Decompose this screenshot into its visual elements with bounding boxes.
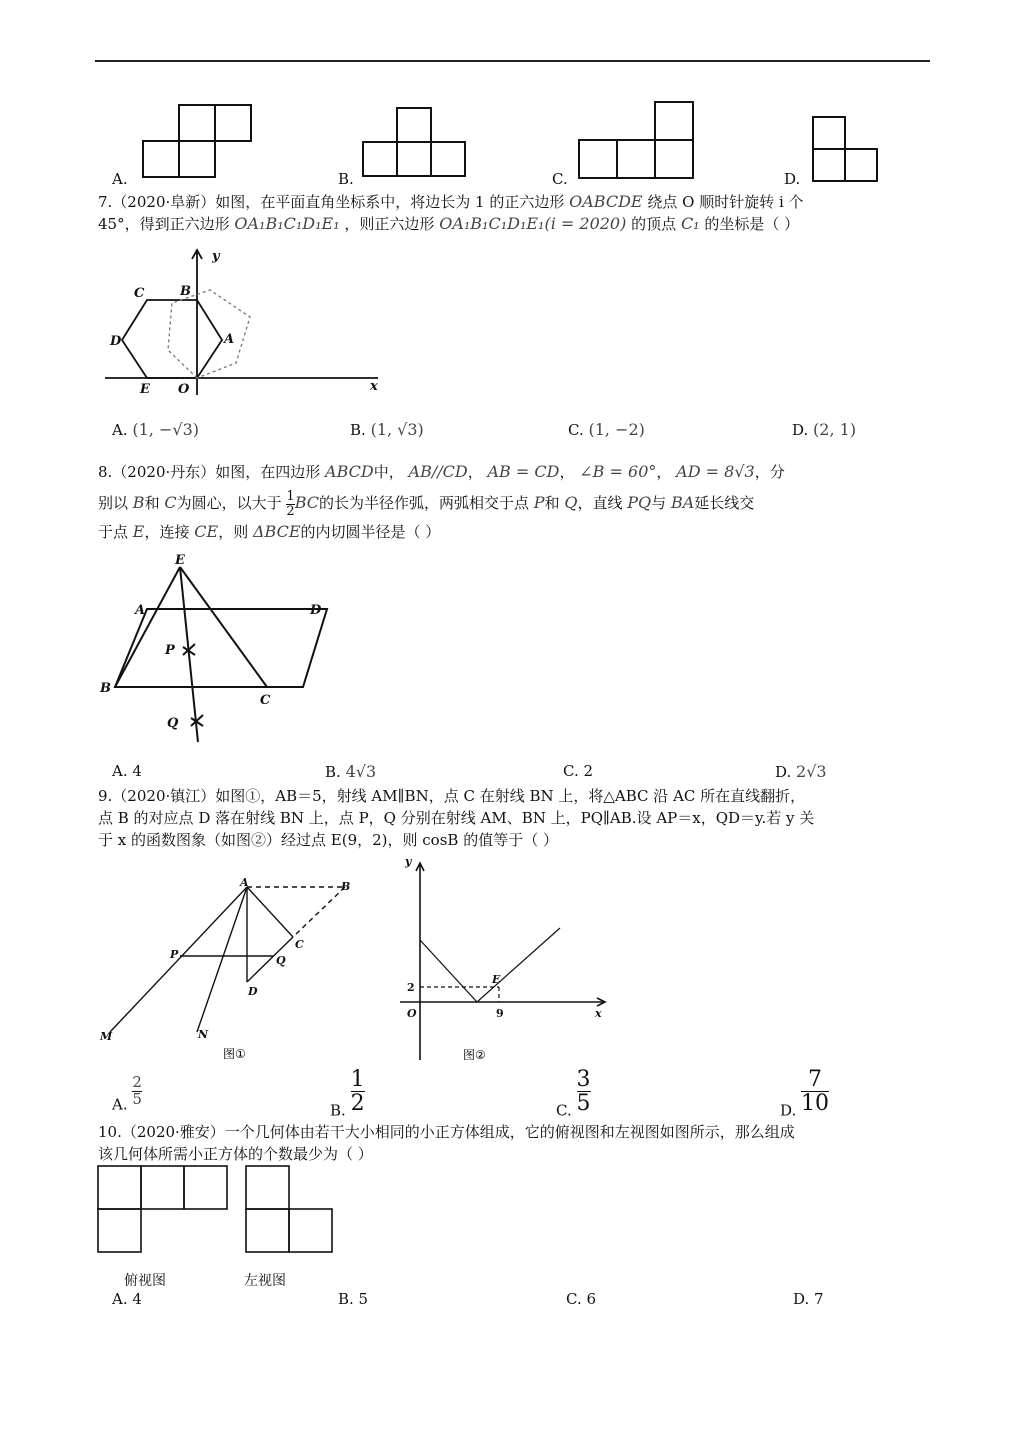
q9-option-d[interactable]: D. $\frac{7}{10}$ [780, 1067, 830, 1120]
q6-figure-b [360, 106, 470, 181]
q10-option-b[interactable]: B. 5 [338, 1290, 369, 1308]
q9-fig1-label-d: D [248, 985, 258, 998]
q9-fig1-label-n: N [198, 1028, 209, 1041]
q10-stem-line2: 该几何体所需小正方体的个数最少为（ ） [98, 1145, 373, 1163]
q10-stem-line1: 10.（2020·雅安）一个几何体由若干大小相同的小正方体组成，它的俯视图和左视图如图所示，那么组成 [98, 1123, 795, 1141]
q10-option-a[interactable]: A. 4 [112, 1290, 142, 1308]
q7-option-b[interactable]: B. (1, √3) [350, 420, 424, 439]
q9-fig1-label-c: C [295, 938, 304, 951]
q6-option-c[interactable]: C. [552, 170, 568, 188]
q6-option-d[interactable]: D. [784, 170, 801, 188]
q8-label-b: B [100, 681, 111, 696]
q9-fig1-label-m: M [100, 1030, 113, 1043]
q10-left-view-caption: 左视图 [244, 1273, 286, 1289]
q6-figure-d [810, 115, 885, 183]
q7-label-o: O [178, 382, 190, 397]
q7-option-c[interactable]: C. (1, −2) [568, 420, 645, 439]
q7-x-axis-label: x [370, 379, 378, 394]
q9-stem-line3: 于 x 的函数图象（如图②）经过点 E(9，2)，则 cosB 的值等于（ ） [98, 831, 558, 849]
q9-fig1-label-p: P [170, 948, 179, 961]
q9-figure-1 [95, 872, 375, 1067]
q10-option-d[interactable]: D. 7 [793, 1290, 824, 1308]
q6-option-b[interactable]: B. [338, 170, 354, 188]
q9-fig1-caption: 图① [223, 1047, 246, 1061]
q7-y-axis-label: y [212, 249, 220, 264]
q8-label-e: E [175, 553, 185, 568]
q7-label-e: E [140, 382, 150, 397]
header-rule [95, 60, 930, 62]
q7-label-c: C [134, 286, 145, 301]
q7-label-b: B [180, 284, 191, 299]
q8-figure [95, 552, 335, 752]
q6-figure-a [140, 103, 255, 183]
q6-figure-c [576, 100, 701, 182]
q8-option-d[interactable]: D. 2√3 [775, 762, 827, 781]
q9-stem-line1: 9.（2020·镇江）如图①，AB＝5，射线 AM∥BN，点 C 在射线 BN 上，将△ABC 沿 AC 所在直线翻折， [98, 787, 806, 805]
q7-option-a[interactable]: A. (1, −√3) [112, 420, 200, 439]
q9-fig1-label-b: B [341, 880, 351, 893]
q9-fig2-caption: 图② [463, 1048, 486, 1062]
q9-fig1-label-a: A [240, 876, 249, 889]
q7-stem-line1: 7.（2020·阜新）如图，在平面直角坐标系中，将边长为 1 的正六边形 OABCDE 绕点 O 顺时针旋转 i 个 [98, 192, 804, 211]
q7-option-d[interactable]: D. (2, 1) [792, 420, 857, 439]
q10-option-c[interactable]: C. 6 [566, 1290, 597, 1308]
q9-option-c[interactable]: C. $\frac{3}{5}$ [556, 1067, 591, 1120]
q9-fig1-label-q: Q [276, 954, 286, 967]
q9-figure-2 [395, 855, 615, 1065]
q8-stem-line3: 于点 E，连接 CE，则 ΔBCE的内切圆半径是（ ） [98, 522, 441, 541]
q8-option-a[interactable]: A. 4 [112, 762, 142, 780]
q6-option-a[interactable]: A. [112, 170, 128, 188]
q7-figure [100, 245, 390, 405]
q9-fig2-origin: O [407, 1007, 417, 1020]
q9-fig2-tick-9: 9 [496, 1007, 504, 1020]
q8-half-fraction: $\frac{1}{2}$ [286, 489, 295, 519]
q8-label-c: C [260, 693, 271, 708]
q10-top-view-caption: 俯视图 [124, 1273, 166, 1289]
q9-fig2-label-e: E [492, 973, 501, 986]
q9-option-b[interactable]: B. $\frac{1}{2}$ [330, 1067, 365, 1120]
q9-fig2-y-label: y [405, 855, 412, 868]
q7-stem-line2: 45°，得到正六边形 OA₁B₁C₁D₁E₁ ，则正六边形 OA₁B₁C₁D₁E₁(i = 2020) 的顶点 C₁ 的坐标是（ ） [98, 214, 800, 233]
q7-label-a: A [224, 332, 235, 347]
q9-fig2-x-label: x [595, 1007, 602, 1020]
q9-fig2-tick-2: 2 [407, 981, 415, 994]
q10-left-view [244, 1164, 336, 1254]
q9-stem-line2: 点 B 的对应点 D 落在射线 BN 上，点 P，Q 分别在射线 AM、BN 上，PQ∥AB.设 AP＝x，QD＝y.若 y 关 [98, 809, 815, 827]
q8-option-b[interactable]: B. 4√3 [325, 762, 377, 781]
q7-label-d: D [110, 334, 122, 349]
q8-stem-line2: 别以 B和 C为圆心，以大于 $\frac{1}{2}$ BC的长为半径作弧，两弧相交于点 P和 Q，直线 PQ与 BA延长线交 [98, 489, 755, 519]
q8-stem-line1: 8.（2020·丹东）如图，在四边形 ABCD中， AB//CD， AB = CD， ∠B = 60°， AD = 8√3，分 [98, 462, 785, 481]
q8-label-a: A [135, 603, 146, 618]
q8-label-d: D [310, 603, 322, 618]
q8-label-q: Q [167, 716, 179, 731]
q8-label-p: P [165, 643, 175, 658]
q10-top-view [96, 1164, 231, 1254]
q9-option-a[interactable]: A. $\frac{2}{5}$ [112, 1073, 142, 1114]
q8-option-c[interactable]: C. 2 [563, 762, 594, 780]
